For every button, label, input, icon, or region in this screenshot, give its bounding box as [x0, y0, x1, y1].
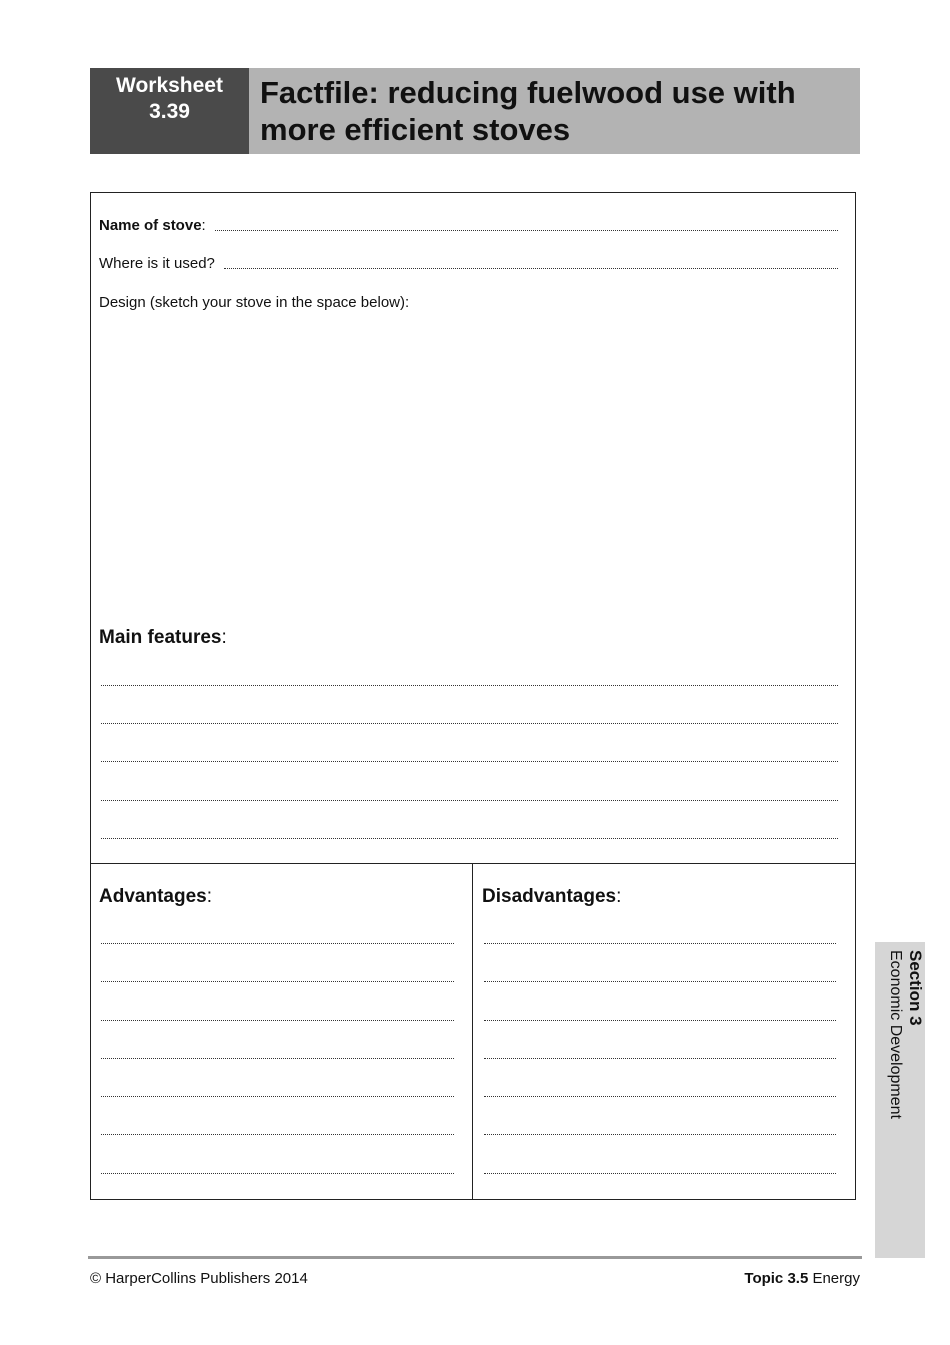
advantages-line[interactable]: [101, 981, 454, 982]
main-features-line[interactable]: [101, 838, 838, 839]
side-tab-section: Section 3: [906, 950, 925, 1026]
page-title: [249, 68, 860, 154]
vertical-divider: [472, 863, 473, 1199]
advantages-label: Advantages: [99, 886, 207, 907]
name-of-stove-label: Name of stove: [99, 217, 202, 234]
where-used-line[interactable]: [224, 268, 838, 269]
advantages-heading: [99, 886, 212, 908]
footer-topic-name: Energy: [808, 1270, 860, 1287]
advantages-line[interactable]: [101, 1020, 454, 1021]
advantages-line[interactable]: [101, 1173, 454, 1174]
advantages-colon: :: [206, 886, 212, 907]
main-features-heading: [99, 627, 227, 649]
section-side-tab: [875, 942, 925, 1258]
side-tab-subtitle: Economic Development: [887, 950, 904, 1119]
design-label: Design (sketch your stove in the space below):: [99, 294, 410, 311]
sketch-area[interactable]: [99, 321, 838, 621]
advantages-line[interactable]: [101, 1058, 454, 1059]
footer-topic: [744, 1270, 860, 1287]
name-of-stove-colon: :: [201, 217, 206, 234]
main-features-colon: :: [221, 627, 227, 648]
footer-topic-number: Topic 3.5: [744, 1270, 809, 1287]
where-used-label: Where is it used?: [99, 255, 215, 272]
disadvantages-label: Disadvantages: [482, 886, 617, 907]
disadvantages-line[interactable]: [484, 1020, 836, 1021]
horizontal-divider: [91, 863, 855, 864]
disadvantages-heading: [482, 886, 621, 908]
disadvantages-line[interactable]: [484, 1096, 836, 1097]
worksheet-number: 3.39: [149, 100, 190, 123]
main-features-line[interactable]: [101, 800, 838, 801]
name-of-stove-field[interactable]: [99, 217, 838, 234]
title-line-2: more efficient stoves: [260, 112, 571, 147]
disadvantages-colon: :: [616, 886, 622, 907]
where-used-field[interactable]: [99, 255, 838, 272]
factfile-form: [90, 192, 856, 1200]
advantages-line[interactable]: [101, 1134, 454, 1135]
disadvantages-line[interactable]: [484, 1134, 836, 1135]
title-line-1: Factfile: reducing fuelwood use with: [260, 75, 796, 110]
worksheet-number-box: [90, 68, 249, 154]
footer-divider: [88, 1256, 862, 1259]
worksheet-label: Worksheet: [116, 74, 223, 97]
disadvantages-line[interactable]: [484, 1058, 836, 1059]
disadvantages-line[interactable]: [484, 981, 836, 982]
advantages-line[interactable]: [101, 1096, 454, 1097]
advantages-line[interactable]: [101, 943, 454, 944]
main-features-line[interactable]: [101, 723, 838, 724]
main-features-line[interactable]: [101, 685, 838, 686]
name-of-stove-line[interactable]: [215, 230, 838, 231]
main-features-label: Main features: [99, 627, 222, 648]
disadvantages-line[interactable]: [484, 943, 836, 944]
disadvantages-line[interactable]: [484, 1173, 836, 1174]
footer-copyright: © HarperCollins Publishers 2014: [90, 1270, 308, 1287]
main-features-line[interactable]: [101, 761, 838, 762]
worksheet-header: [90, 68, 860, 154]
